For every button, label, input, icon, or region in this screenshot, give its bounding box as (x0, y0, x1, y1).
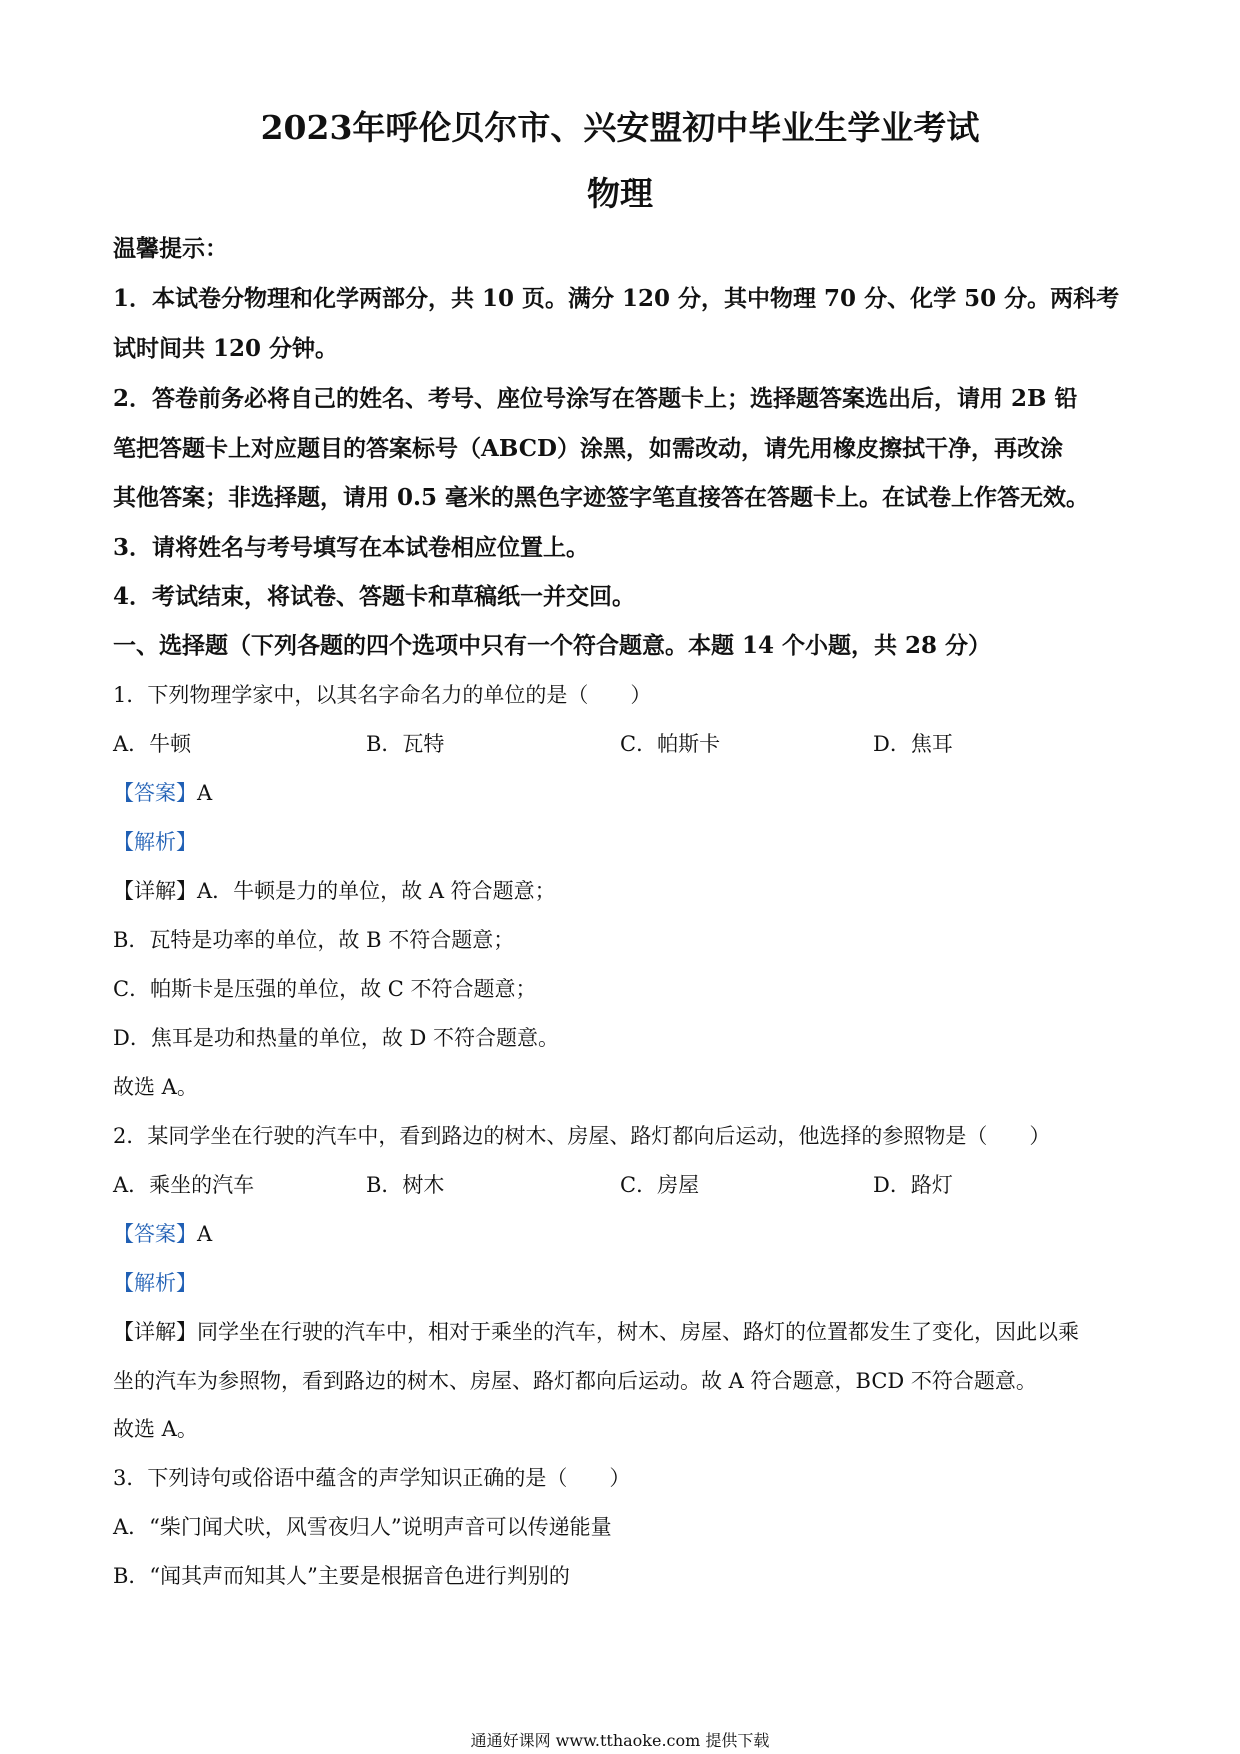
question-1-stem: 1．下列物理学家中，以其名字命名力的单位的是（ ） (113, 683, 652, 707)
detail-line: 同学坐在行驶的汽车中，相对于乘坐的汽车，树木、房屋、路灯的位置都发生了变化，因此以乘 (197, 1320, 1079, 1344)
conclusion-line: 故选 A。 (113, 1075, 198, 1099)
notice-heading: 温馨提示： (113, 235, 228, 262)
detail-line: C．帕斯卡是压强的单位，故 C 不符合题意； (113, 977, 537, 1001)
page-footer: 通通好课网 www.tthaoke.com 提供下载 (470, 1731, 770, 1750)
detail-tag: 【详解】 (113, 1320, 197, 1344)
option-a: A．乘坐的汽车 (113, 1173, 255, 1197)
option-a: A．牛顿 (113, 732, 192, 756)
subject-title: 物理 (587, 174, 653, 213)
notice-line: 3．请将姓名与考号填写在本试卷相应位置上。 (113, 534, 590, 561)
detail-tag: 【详解】 (113, 879, 197, 903)
option-d: D．焦耳 (873, 732, 953, 756)
option-c: C．帕斯卡 (620, 732, 721, 756)
option-b: B．树木 (366, 1173, 445, 1197)
conclusion-line: 故选 A。 (113, 1417, 198, 1441)
notice-line: 2．答卷前务必将自己的姓名、考号、座位号涂写在答题卡上；选择题答案选出后，请用 2B 铅 (113, 385, 1078, 412)
question-1-answer (113, 778, 1133, 808)
analysis-tag: 【解析】 (113, 830, 197, 854)
option-c: C．房屋 (620, 1173, 700, 1197)
question-2-answer (113, 1219, 1133, 1249)
question-1-detail (113, 876, 1133, 906)
option-b: B．“闻其声而知其人”主要是根据音色进行判别的 (113, 1564, 570, 1588)
section-heading: 一、选择题（下列各题的四个选项中只有一个符合题意。本题 14 个小题，共 28 分） (113, 632, 992, 659)
notice-line: 其他答案；非选择题，请用 0.5 毫米的黑色字迹签字笔直接答在答题卡上。在试卷上作答无效。 (113, 484, 1090, 511)
analysis-tag: 【解析】 (113, 1271, 197, 1295)
option-b: B．瓦特 (366, 732, 445, 756)
notice-line: 4．考试结束，将试卷、答题卡和草稿纸一并交回。 (113, 583, 636, 610)
answer-value: A (197, 781, 213, 805)
answer-value: A (197, 1222, 213, 1246)
detail-line: B．瓦特是功率的单位，故 B 不符合题意； (113, 928, 515, 952)
question-2-stem: 2．某同学坐在行驶的汽车中，看到路边的树木、房屋、路灯都向后运动，他选择的参照物是（ ） (113, 1124, 1051, 1148)
notice-line: 试时间共 120 分钟。 (113, 335, 339, 362)
detail-line: 坐的汽车为参照物，看到路边的树木、房屋、路灯都向后运动。故 A 符合题意，BCD 不符合题意。 (113, 1369, 1037, 1393)
notice-line: 1．本试卷分物理和化学两部分，共 10 页。满分 120 分，其中物理 70 分、化学 50 分。两科考 (113, 285, 1120, 312)
answer-tag: 【答案】 (113, 781, 197, 805)
exam-title: 2023年呼伦贝尔市、兴安盟初中毕业生学业考试 (260, 108, 980, 147)
notice-line: 笔把答题卡上对应题目的答案标号（ABCD）涂黑，如需改动，请先用橡皮擦拭干净，再改涂 (113, 435, 1063, 462)
detail-line: D．焦耳是功和热量的单位，故 D 不符合题意。 (113, 1026, 560, 1050)
option-d: D．路灯 (873, 1173, 953, 1197)
question-3-stem: 3．下列诗句或俗语中蕴含的声学知识正确的是（ ） (113, 1466, 631, 1490)
answer-tag: 【答案】 (113, 1222, 197, 1246)
option-a: A．“柴门闻犬吠，风雪夜归人”说明声音可以传递能量 (113, 1515, 612, 1539)
question-2-detail (113, 1317, 1133, 1347)
detail-line: A．牛顿是力的单位，故 A 符合题意； (197, 879, 556, 903)
